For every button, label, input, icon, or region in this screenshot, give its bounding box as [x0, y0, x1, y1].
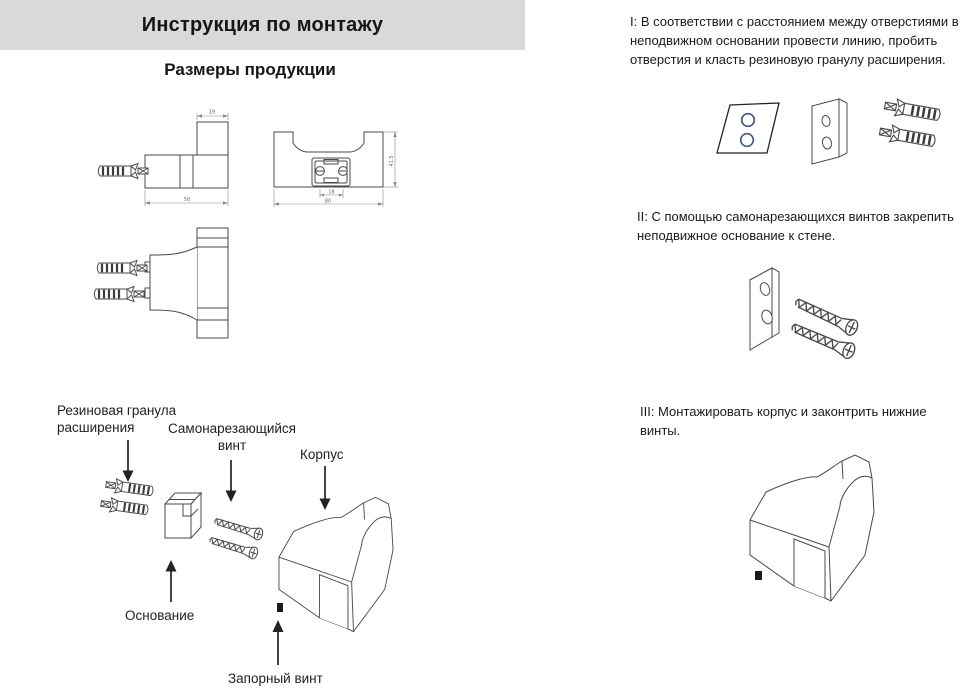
arrow-down-icon	[121, 440, 135, 482]
dim-width: 80	[324, 198, 332, 205]
label-body: Корпус	[300, 447, 344, 462]
step-3-illustration	[735, 445, 960, 650]
header-bar	[0, 0, 525, 50]
lock-screw-part	[755, 571, 762, 580]
step-1-text: I: В соответствии с расстоянием между отверстиями в неподвижном основании провести линию, пробить отверстия и класть резиновую гранулу расширения.	[630, 14, 959, 67]
front-view-drawing	[270, 104, 405, 218]
label-screw: Самонарезающийся винт	[168, 421, 296, 453]
top-view-drawing	[88, 224, 233, 344]
label-lock-screw: Запорный винт	[228, 671, 323, 686]
base-part	[165, 493, 201, 538]
label-granule: Резиновая гранула расширения	[57, 403, 177, 435]
section-title: Размеры продукции	[164, 60, 336, 79]
dim-height: 41.5	[389, 155, 395, 167]
step-1-illustration	[695, 92, 960, 187]
step-3-text: III: Монтажировать корпус и законтрить нижние винты.	[640, 404, 927, 438]
lock-screw-part	[277, 603, 283, 612]
page-title: Инструкция по монтажу	[141, 13, 384, 36]
dim-body-depth: 50	[183, 197, 191, 203]
dim-hole-spacing: 18	[328, 189, 335, 196]
step-2-text: II: С помощью самонарезающихся винтов закрепить неподвижное основание к стене.	[637, 209, 954, 243]
dim-hook-depth: 19	[208, 109, 216, 116]
label-base: Основание	[125, 608, 195, 623]
step-2-illustration	[725, 255, 905, 375]
exploded-diagram	[95, 478, 405, 638]
